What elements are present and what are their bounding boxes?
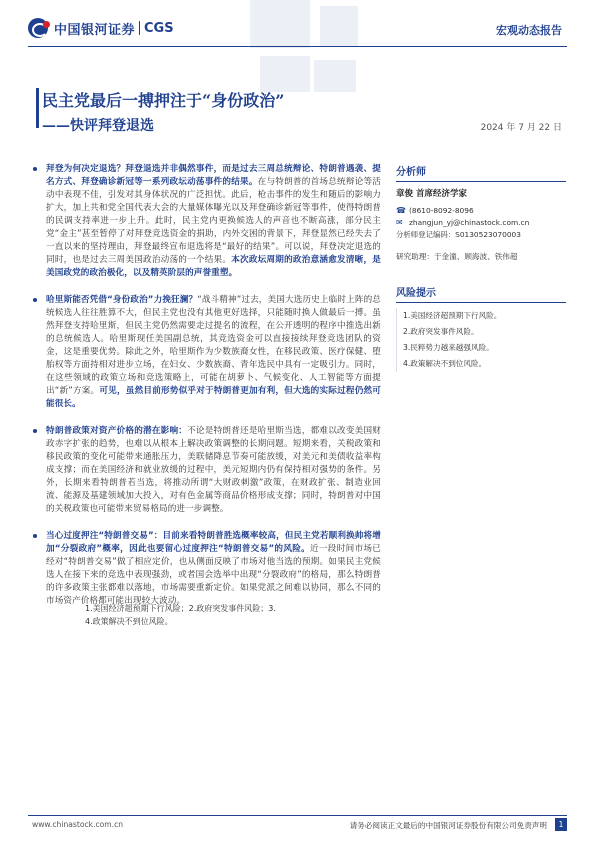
research-assistants: 研究助理：于金潼、顾海波、铁伟超 <box>396 252 518 261</box>
risk-footnotes <box>85 602 375 628</box>
report-type: 宏观动态报告 <box>496 24 562 37</box>
section-heading: 当心过度押注“特朗普交易”： <box>46 531 163 541</box>
section-lead: 目前来看特朗普胜选概率较高，但民主党若顺利换帅将增加“分裂政府”概率，因此也要留心过度押注“特朗普交易”的风险。 <box>46 531 381 554</box>
section-tail: 另外，长期来看特朗普若当选，将推动所谓“大财政刺激”政策，在财政扩张、制造业回流、能源及基建领域加大投入，对有色金属等商品价格形成支撑；同时，特朗普对中国的关税政策也可能带来贸易格局的进一步调整。 <box>46 465 381 514</box>
section-tail: 可见，虽然目前形势似乎对于特朗普更加有利，但大选的实际过程仍然可能很长。 <box>46 386 382 409</box>
email-row[interactable] <box>396 217 566 229</box>
risk-list <box>396 308 566 372</box>
bullet-icon <box>33 167 37 171</box>
section-heading: 拜登为何决定退选？ <box>46 164 126 174</box>
phone-icon: ☎ <box>396 206 406 215</box>
section-paragraph <box>46 294 381 411</box>
section-harris <box>46 294 381 411</box>
risk-item: 3.民粹势力越来越强风险。 <box>403 343 494 352</box>
section-paragraph <box>46 530 381 608</box>
brand-name-cn: 中国银河证券 <box>54 22 136 38</box>
phone-number: (8610-8092-8096 <box>409 206 474 215</box>
report-title: 民主党最后一搏押注于“身份政治” <box>42 91 285 110</box>
section-paragraph <box>46 425 381 516</box>
section-paragraph <box>46 163 381 280</box>
risk-item: 1.美国经济超预期下行风险。 <box>403 311 502 320</box>
section-trump-trade <box>46 530 381 608</box>
page-footer <box>28 815 567 835</box>
section-asset-impact <box>46 425 381 516</box>
footnote-line: 4.政策解决不到位风险。 <box>85 617 173 626</box>
brand-name-en: CGS <box>144 20 174 36</box>
phone-row <box>396 205 566 217</box>
watermark-logo <box>250 0 360 100</box>
email-address[interactable]: zhangjun_yj@chinastock.com.cn <box>409 218 530 227</box>
section-body: 不论是特朗普还是哈里斯当选，都难以改变美国财政赤字扩张的趋势，也难以从根本上解决政策调整的长期问题。短期来看，关税政策和移民政策的变化可能带来通胀压力，美联储降息节奏可能放缓，对美元和美债收益率构成支撑；而在美国经济和就业放缓的过程中，美元短期内仍有保持相对强势的条件。 <box>46 426 381 475</box>
footnote-line: 1.美国经济超预期下行风险；2.政府突发事件风险；3. <box>85 604 276 613</box>
footer-url[interactable]: www.chinastock.com.cn <box>32 820 124 829</box>
risk-item: 2.政府突发事件风险。 <box>403 327 479 336</box>
sidebar <box>396 163 566 372</box>
brand-logo <box>28 18 174 38</box>
analyst-name: 章俊 首席经济学家 <box>396 189 467 199</box>
section-why-withdraw <box>46 163 381 280</box>
section-heading: 特朗普政策对资产价格的潜在影响： <box>46 426 188 436</box>
section-body: 近一段时间市场已经对“特朗普交易”做了相应定价，也从侧面反映了市场对他当选的预期。如果民主党候选人在接下来的竞选中表现强劲，或者国会选举中出现“分裂政府”的格局，那么特朗普的许多政策主张都难以落地，市场需要重新定价。如果党派之间难以协同，那么不同的市场资产价格都可能出现较大波动。 <box>46 544 381 606</box>
footer-divider <box>28 815 567 816</box>
section-lead: 拜登退选并非偶然事件，而是过去三周总统辩论、特朗普遇袭、提名方式、拜登确诊新冠等一系列政坛动荡事件的结果。 <box>46 164 381 187</box>
section-heading: 哈里斯能否凭借“身份政治”力挽狂澜？ <box>46 295 198 305</box>
cert-row <box>396 229 566 241</box>
analyst-cert: 分析师登记编码：S0130523070003 <box>396 230 521 239</box>
risk-item: 4.政策解决不到位风险。 <box>403 359 487 368</box>
bullet-icon <box>33 298 37 302</box>
main-content <box>46 163 381 622</box>
bullet-icon <box>33 429 37 433</box>
email-icon: ✉ <box>396 218 403 227</box>
risk-heading: 风险提示 <box>396 284 566 303</box>
risk-panel <box>396 284 566 372</box>
report-date: 2024 年 7 月 22 日 <box>480 123 562 133</box>
section-body: “战斗精神”过去，美国大选历史上临时上阵的总统候选人往往胜算不大，但民主党也没有其他更好选择，只能随时换人做最后一搏。虽然拜登支持哈里斯，但民主党仍然需要走过提名的流程，在公开透明的程序中推选出新的总统候选人。哈里斯现任美国副总统，其竞选资金可以直接接续拜登竞选团队的资金，这是重要优势。除此之外，哈里斯作为少数族裔女性，在移民政策、医疗保健、堕胎权等方面持相对进步立场，在妇女、少数族裔、青年选民中具有一定吸引力。同时，在这些领域的政策立场和竞选策略上，可能在胡萝卜、气候变化、人工智能等方面提出“新”方案。 <box>46 295 381 396</box>
page-number: 1 <box>555 818 567 831</box>
footer-disclaimer: 请务必阅读正文最后的中国银河证券股份有限公司免责声明 <box>349 821 547 830</box>
galaxy-logo-icon <box>28 18 48 38</box>
title-accent-bar <box>36 88 39 128</box>
section-body: 在与特朗普的首场总统辩论等活动中表现不佳，引发对其身体状况的广泛担忧。此后，枪击事件的发生和随后的影响力扩大，加上共和党全国代表大会的大量媒体曝光以及拜登确诊新冠等事件，使得特朗普的民调支持率进一步上升。此时，民主党内更换候选人的声音也不断高涨，部分民主党“金主”甚至暂停了对拜登竞选资金的捐助，内外交困的背景下，拜登显然已经失去了一直以来的坚持理由，拜登最终宣布退选将是“最好的结果”。可以说，拜登决定退选的同时，也是过去三周美国政治动荡的一个结果。 <box>46 177 381 265</box>
analyst-heading: 分析师 <box>396 163 566 182</box>
section-tail: 本次政坛周期的政治意涵愈发清晰，是美国政党的政治极化，以及精英阶层的声誉重塑。 <box>46 255 381 278</box>
bullet-icon <box>33 534 37 538</box>
brand-separator <box>139 21 140 35</box>
report-subtitle: ——快评拜登退选 <box>42 118 154 134</box>
